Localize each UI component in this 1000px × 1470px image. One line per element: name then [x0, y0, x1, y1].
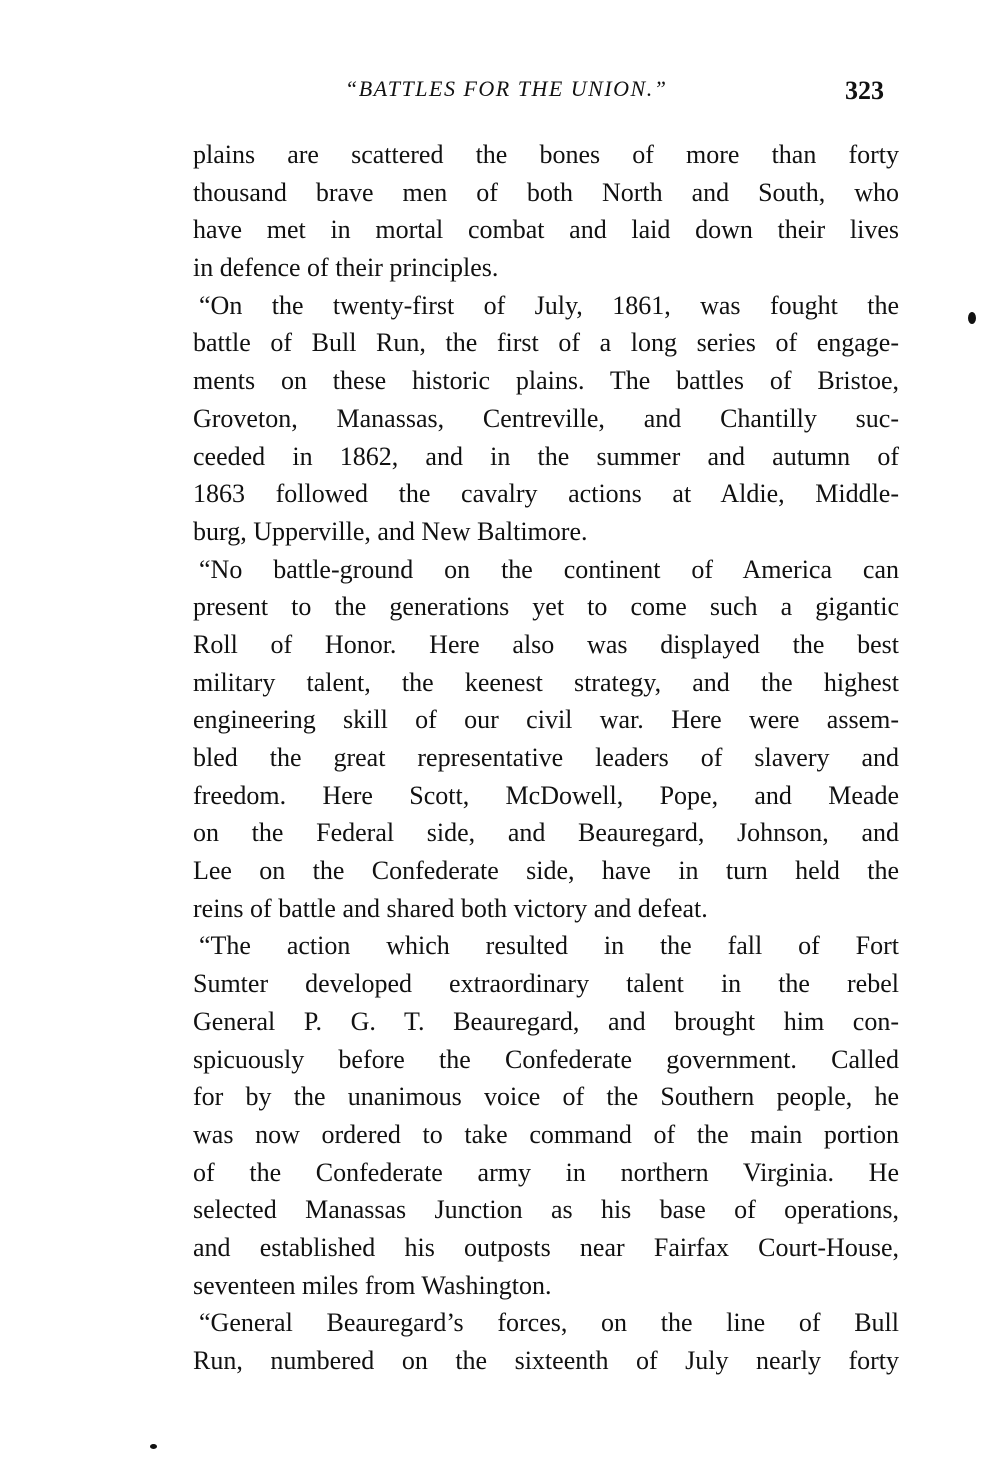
- text-line: selected Manassas Junction as his base of operations,: [193, 1195, 899, 1225]
- text-line: for by the unanimous voice of the Southern people, he: [193, 1082, 899, 1112]
- text-line: burg, Upperville, and New Baltimore.: [193, 516, 588, 546]
- text-line: freedom. Here Scott, McDowell, Pope, and Meade: [193, 780, 899, 810]
- text-line: bled the great representative leaders of slavery and: [193, 743, 899, 772]
- text-line: spicuously before the Confederate government. Called: [193, 1044, 899, 1074]
- text-line: have met in mortal combat and laid down their lives: [193, 215, 899, 245]
- text-line: thousand brave men of both North and South, who: [193, 177, 899, 207]
- text-line: Groveton, Manassas, Centreville, and Chantilly suc-: [193, 403, 899, 433]
- text-line: ments on these historic plains. The battles of Bristoe,: [193, 366, 899, 396]
- text-line: 1863 followed the cavalry actions at Aldie, Middle-: [193, 479, 899, 509]
- text-line: engineering skill of our civil war. Here were assem-: [193, 705, 899, 735]
- text-line: “On the twenty-first of July, 1861, was fought the: [199, 290, 899, 320]
- text-line: present to the generations yet to come such a gigantic: [193, 592, 899, 622]
- paragraph: [193, 551, 899, 928]
- running-head: “BATTLES FOR THE UNION.”: [345, 76, 668, 101]
- text-line: Roll of Honor. Here also was displayed the best: [193, 629, 899, 659]
- text-line: Sumter developed extraordinary talent in the rebel: [193, 969, 899, 999]
- text-line: Lee on the Confederate side, have in turn held the: [193, 856, 899, 886]
- paragraph: [193, 136, 899, 287]
- text-line: plains are scattered the bones of more than forty: [193, 140, 899, 169]
- text-line: reins of battle and shared both victory and defeat.: [193, 893, 708, 923]
- text-line: on the Federal side, and Beauregard, Johnson, and: [193, 818, 899, 848]
- text-line: “General Beauregard’s forces, on the line of Bull: [199, 1308, 899, 1338]
- body-text: [193, 136, 899, 1380]
- text-line: General P. G. T. Beauregard, and brought him con-: [193, 1006, 899, 1036]
- text-line: battle of Bull Run, the first of a long series of engage-: [193, 328, 899, 358]
- text-line: seventeen miles from Washington.: [193, 1270, 552, 1300]
- text-line: Run, numbered on the sixteenth of July nearly forty: [193, 1346, 899, 1375]
- text-line: in defence of their principles.: [193, 253, 499, 283]
- paragraph: [193, 287, 899, 551]
- text-line: of the Confederate army in northern Virginia. He: [193, 1157, 899, 1187]
- ink-speck: [150, 1444, 157, 1449]
- text-line: ceeded in 1862, and in the summer and autumn of: [193, 441, 899, 471]
- page-number: 323: [845, 76, 884, 105]
- text-line: “The action which resulted in the fall of Fort: [199, 931, 899, 961]
- text-line: “No battle-ground on the continent of America can: [199, 554, 899, 584]
- text-line: and established his outposts near Fairfax Court-House,: [193, 1232, 899, 1262]
- text-line: was now ordered to take command of the main portion: [193, 1119, 899, 1149]
- paragraph: [193, 927, 899, 1304]
- ink-speck: [968, 312, 976, 324]
- paragraph: [193, 1304, 899, 1379]
- text-line: military talent, the keenest strategy, and the highest: [193, 667, 899, 697]
